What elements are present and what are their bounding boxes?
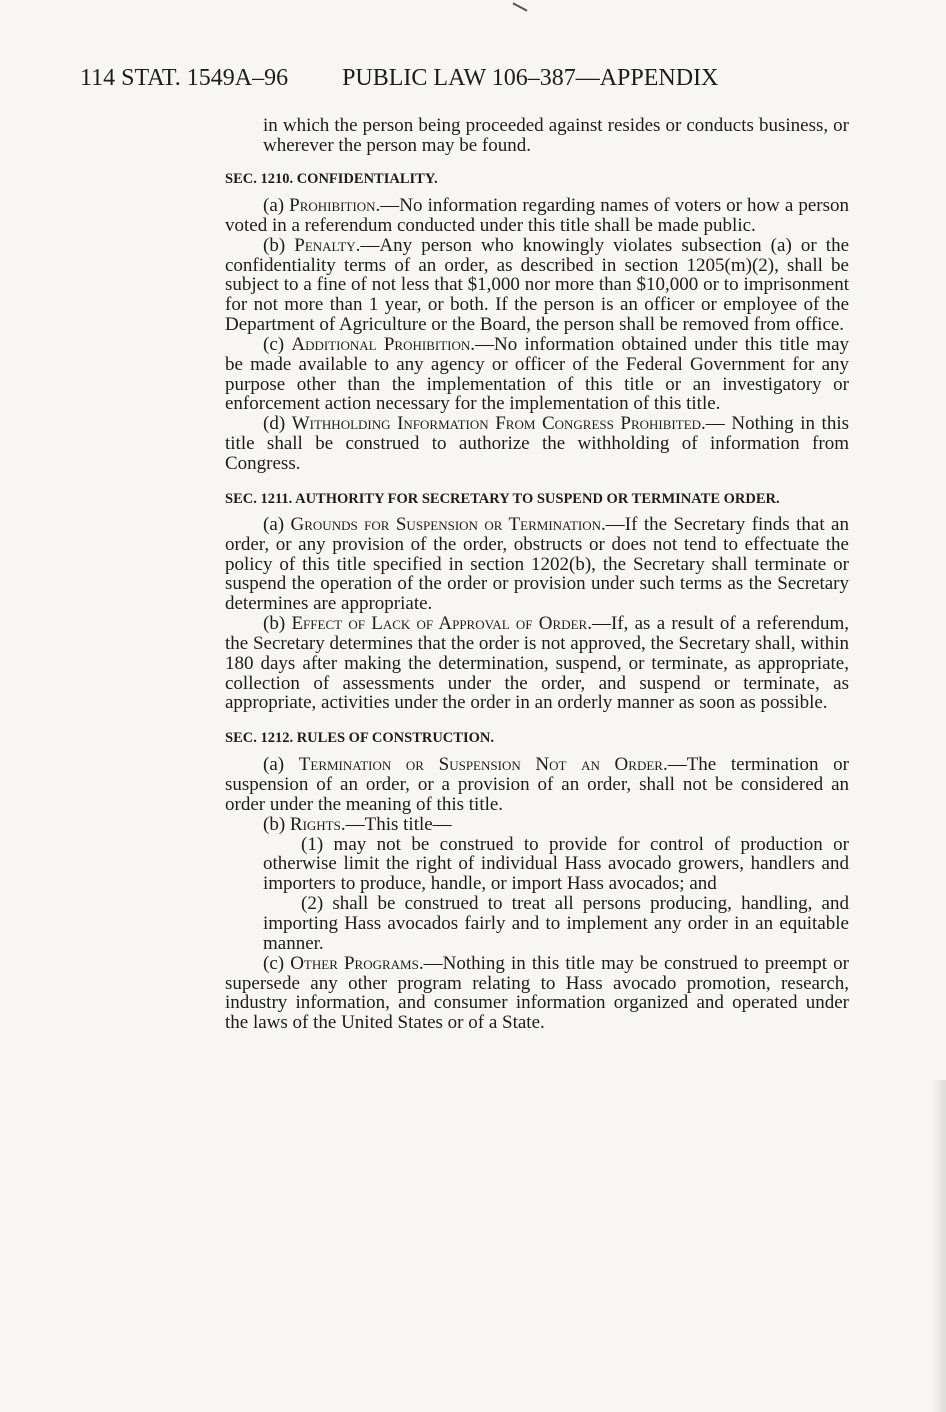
section-1211-heading: SEC. 1211. AUTHORITY FOR SECRETARY TO SUSPEND OR TERMINATE ORDER. — [225, 490, 780, 507]
sec1211-subsection-b: (b) Effect of Lack of Approval of Order.—If, as a result of a referendum, the Secretary determines that the order is not approved, the Secretary shall, within 180 days after making the determination, suspend, or terminate, as appropriate, collection of assessments under the order, and suspend or terminate, as appropriate, activities under the order in an orderly manner as soon as possible. — [225, 613, 850, 714]
sec1210-subsection-b: (b) Penalty.—Any person who knowingly violates subsection (a) or the confidentiality terms of an order, as described in section 1205(m)(2), shall be subject to a fine of not less that $1,000 nor more than $10,000 or to imprisonment for not more than 1 year, or both. If the person is an officer or employee of the Department of Agriculture or the Board, the person shall be removed from office. — [225, 234, 850, 336]
sec1210-subsection-a: (a) Prohibition.—No information regarding names of voters or how a person voted in a referendum conducted under this title shall be made public. — [225, 195, 849, 236]
sec1212-paragraph-b2: (2) shall be construed to treat all persons producing, handling, and importing Hass avocados fairly and to implement any order in an equitable manner. — [263, 893, 849, 954]
sec1212-subsection-c: (c) Other Programs.—Nothing in this title may be construed to preempt or supersede any other program relating to Hass avocado promotion, research, industry information, and consumer information organized and operated under the laws of the United States or of a State. — [225, 952, 849, 1034]
section-1212-heading: SEC. 1212. RULES OF CONSTRUCTION. — [225, 730, 494, 747]
statute-citation: 114 STAT. 1549A–96 — [80, 65, 289, 91]
sec1212-subsection-b: (b) Rights.—This title— — [263, 813, 452, 835]
sec1212-paragraph-b1: (1) may not be construed to provide for control of production or otherwise limit the right of individual Hass avocado growers, handlers and importers to produce, handle, or import Hass avocados; and — [263, 833, 849, 895]
scan-mark — [512, 2, 527, 11]
sec1210-subsection-c: (c) Additional Prohibition.—No information obtained under this title may be made available to any agency or officer of the Federal Government for any purpose other than the implementation of this title or an investigatory or enforcement action necessary for the implementation of this title. — [225, 333, 849, 415]
sec1210-subsection-d: (d) Withholding Information From Congress Prohibited.— Nothing in this title shall be construed to authorize the withholding of information from Congress. — [225, 413, 849, 474]
page-header — [80, 63, 718, 93]
continuation-paragraph: in which the person being proceeded against resides or conducts business, or wherever the person may be found. — [263, 115, 849, 156]
sec1211-subsection-a: (a) Grounds for Suspension or Termination.—If the Secretary finds that an order, or any provision of the order, obstructs or does not tend to effectuate the policy of this title specified in section 1202(b), the Secretary shall terminate or suspend the operation of the order or provision under such terms as the Secretary determines are appropriate. — [225, 513, 849, 615]
section-1210-heading: SEC. 1210. CONFIDENTIALITY. — [225, 171, 438, 187]
public-law-title: PUBLIC LAW 106–387—APPENDIX — [342, 65, 719, 91]
sec1212-subsection-a: (a) Termination or Suspension Not an Order.—The termination or suspension of an order, or a provision of an order, shall not be considered an order under the meaning of this title. — [225, 754, 849, 815]
page-edge-shadow — [932, 1080, 946, 1412]
document-body — [225, 116, 849, 1033]
